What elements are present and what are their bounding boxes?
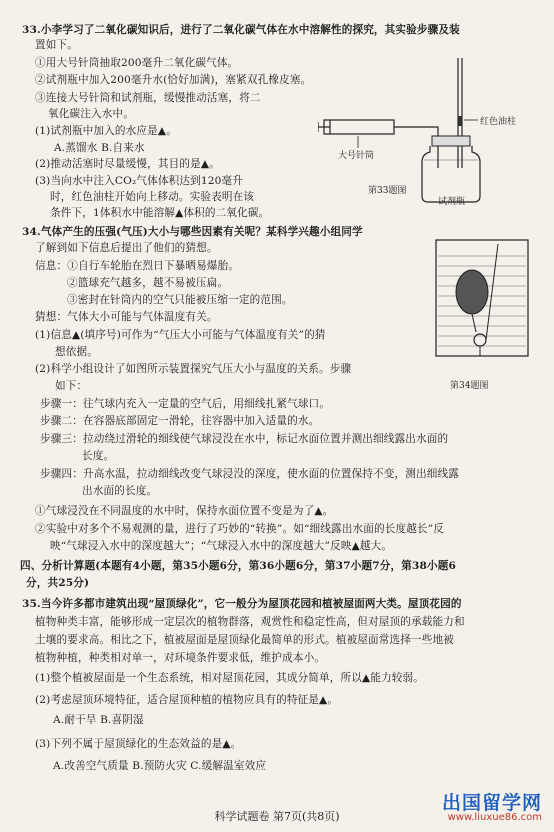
q35-stem-line-1: 35.当今许多都市建筑出现“屋顶绿化”，它一般分为屋顶花园和植被屋面两大类。屋顶花园的	[22, 598, 462, 610]
q35-sub-3: (3)下列不属于屋顶绿化的生态效益的是▲。	[35, 738, 242, 750]
q33-step-3-line-1: ③连接大号针筒和试剂瓶，缓慢推动活塞，将二	[35, 92, 261, 104]
q33-sub-3-line-3: 条件下，1体积水中能溶解▲体积的二氧化碳。	[50, 207, 270, 219]
figure-33-drawing	[318, 56, 533, 206]
q34-info-3: ③密封在针筒内的空气只能被压缩一定的范围。	[67, 294, 293, 306]
figure-33-caption: 第33题图	[368, 186, 407, 196]
figure-34-drawing	[432, 236, 532, 372]
q34-step-4-line-1: 步骤四：升高水温，拉动细线改变气球浸没的深度，使水面的位置保持不变，测出细线露	[40, 468, 460, 480]
figure-34-caption: 第34题图	[450, 381, 489, 391]
q35-stem-line-2: 植物种类丰富，能够形成一定层次的植物群落，观赏性和稳定性高，但对屋顶的承载能力和	[35, 616, 465, 628]
figure-33-label-oil: 红色油柱	[480, 117, 517, 127]
figure-33	[318, 56, 533, 206]
q35-stem-line-4: 植物种植，种类相对单一，对环境条件要求低，维护成本小。	[35, 652, 326, 664]
q33-stem-line-2: 置如下。	[35, 39, 78, 51]
q33-step-3-line-2: 氧化碳注入水中。	[48, 108, 134, 120]
q34-step-3-line-2: 长度。	[82, 450, 115, 462]
q33-sub-3-line-1: (3)当向水中注入CO₂气体体积达到120毫升	[35, 175, 244, 187]
q34-sub-2-a: ①气球浸没在不同温度的水中时，保持水面位置不变是为了▲。	[35, 505, 334, 517]
q35-sub-2-options: A.耐干旱 B.喜阴湿	[53, 714, 144, 726]
q33-sub-2: (2)推动活塞时尽量缓慢，其目的是▲。	[35, 158, 220, 170]
page-footer: 科学试题卷 第7页(共8页)	[214, 810, 340, 823]
figure-34	[432, 236, 532, 372]
figure-33-label-syringe: 大号针筒	[338, 151, 375, 161]
q34-step-2: 步骤二：在容器底部固定一滑轮，往容器中加入适量的水。	[40, 415, 320, 427]
q33-sub-1: (1)试剂瓶中加入的水应是▲。	[35, 125, 177, 137]
q34-info-2: ②篮球充气越多，越不易被压扁。	[67, 277, 229, 289]
section-4-title-line-1: 四、分析计算题(本题有4小题，第35小题6分，第36小题6分，第37小题7分，第38小题6	[20, 560, 456, 572]
q34-sub-1-line-2: 想依据。	[55, 346, 98, 358]
q34-stem-line-1: 34.气体产生的压强(气压)大小与哪些因素有关呢？某科学兴趣小组同学	[22, 226, 363, 238]
q33-step-1: ①用大号针筒抽取200毫升二氧化碳气体。	[35, 57, 239, 69]
q35-sub-3-options: A.改善空气质量 B.预防火灾 C.缓解温室效应	[53, 760, 267, 772]
q34-step-3-line-1: 步骤三：拉动绕过滑轮的细线使气球浸没在水中，标记水面位置并测出细线露出水面的	[40, 433, 449, 445]
q34-sub-2-b-line-2: 映“气球浸入水中的深度越大”；“气球浸入水中的深度越大”反映▲越大。	[50, 540, 393, 552]
watermark-url: www.liuxue86.com	[447, 812, 542, 823]
section-4-title-line-2: 分，共25分)	[26, 577, 90, 589]
figure-33-label-bottle: 试剂瓶	[438, 197, 466, 207]
watermark-title: 出国留学网	[441, 792, 542, 814]
q33-sub-1-options: A.蒸馏水 B.自来水	[54, 142, 145, 154]
q35-stem-line-3: 土壤的要求高。相比之下，植被屋面是屋顶绿化最简单的形式。植被屋面常选择一些地被	[35, 634, 455, 646]
q34-sub-2-b-line-1: ②实验中对多个不易观测的量，进行了巧妙的“转换”。如“细线露出水面的长度越长”反	[35, 523, 445, 535]
q34-sub-1-line-1: (1)信息▲(填序号)可作为“气压大小可能与气体温度有关”的猜	[35, 329, 326, 341]
q35-sub-2: (2)考虑屋顶环境特征，适合屋顶种植的植物应具有的特征是▲。	[35, 694, 339, 706]
q34-sub-2-line-1: (2)科学小组设计了如图所示装置探究气压大小与温度的关系。步骤	[35, 363, 352, 375]
q33-sub-3-line-2: 时，红色油柱开始向上移动。实验表明在该	[50, 191, 255, 203]
q34-step-4-line-2: 出水面的长度。	[82, 485, 158, 497]
q35-sub-1: (1)整个植被屋面是一个生态系统，相对屋顶花园，其成分简单，所以▲能力较弱。	[35, 672, 425, 684]
q34-sub-2-line-2: 如下：	[55, 380, 88, 392]
q34-guess: 猜想：气体大小可能与气体温度有关。	[35, 311, 218, 323]
q34-step-1: 步骤一：往气球内充入一定量的空气后，用细线扎紧气球口。	[40, 398, 331, 410]
q33-step-2: ②试剂瓶中加入200毫升水(恰好加满)，塞紧双孔橡皮塞。	[35, 74, 312, 86]
q34-stem-line-2: 了解到如下信息后提出了他们的猜想。	[35, 242, 218, 254]
q34-info-1: 信息：①自行车轮胎在烈日下暴晒易爆胎。	[35, 260, 240, 272]
watermark	[406, 788, 546, 828]
q33-stem-line-1: 33.小李学习了二氧化碳知识后，进行了二氧化碳气体在水中溶解性的探究，其实验步骤及装	[22, 24, 460, 36]
